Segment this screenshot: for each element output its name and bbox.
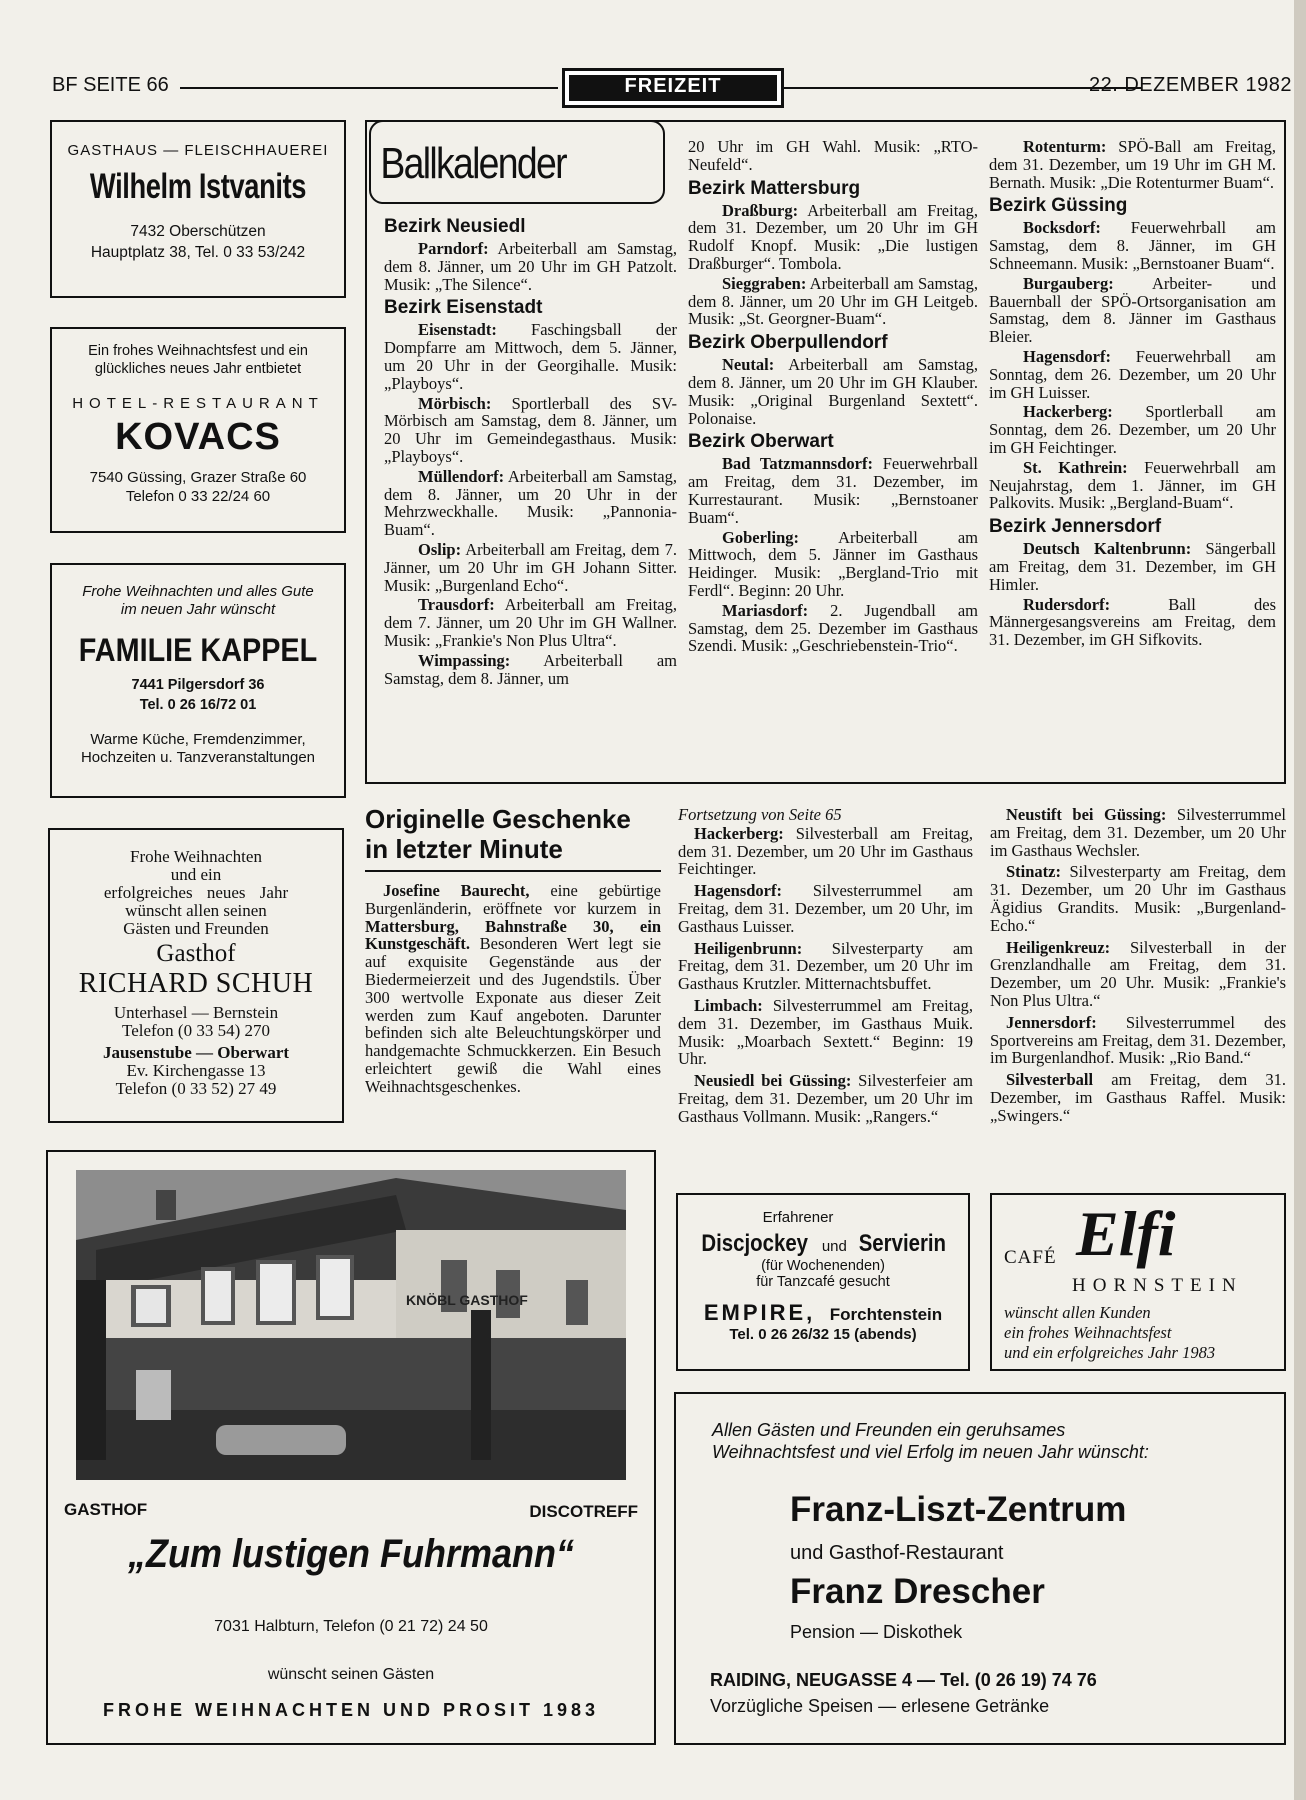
ad-schuh-l3: erfolgreiches neues Jahr (103, 883, 289, 902)
fuhrmann-addr: 7031 Halbturn, Telefon (0 21 72) 24 50 (214, 1618, 488, 1635)
elfi-w2: ein frohes Weihnachtsfest (1004, 1323, 1172, 1342)
ad-kovacs-type: HOTEL-RESTAURANT (72, 395, 324, 412)
ad-kappel (50, 563, 346, 798)
ad-schuh-l4: wünscht allen seinen (125, 901, 267, 920)
entry-hackerberg: Hackerberg: Sportlerball am Sonntag, dem 26. Dezember, um 20 Uhr im GH Feichtinger. (989, 402, 1276, 457)
elfi-cafe: CAFÉ (1004, 1247, 1057, 1268)
ad-kovacs-addr: 7540 Güssing, Grazer Straße 60 (89, 469, 307, 486)
entry-goberling: Goberling: Arbeiterball am Mittwoch, dem 5. Jänner im Gasthaus Heidinger. Musik: „Bergland-Trio mit Ferdl“. Beginn: 20 Uhr. (688, 527, 978, 600)
ad-istvanits-type: GASTHAUS — FLEISCHHAUEREI (67, 142, 329, 159)
entry-deutschkaltenbrunn: Deutsch Kaltenbrunn: Sängerball am Freitag, dem 31. Dezember, im GH Himler. (989, 539, 1276, 594)
ad-kappel-phone: Tel. 0 26 16/72 01 (139, 697, 257, 713)
liszt-name1: Franz-Liszt-Zentrum (790, 1490, 1127, 1529)
ad-kappel-addr: 7441 Pilgersdorf 36 (131, 677, 265, 693)
page-edge (1294, 0, 1306, 1800)
ad-fuhrmann (46, 1150, 656, 1745)
silvester-col-2 (990, 806, 1286, 1129)
entry-wimpassing-cont: 20 Uhr im GH Wahl. Musik: „RTO-Neufeld“. (688, 137, 978, 174)
geschenke-rule (365, 870, 661, 872)
entry-muellendorf: Müllendorf: Arbeiterball am Samstag, dem 8. Jänner, um 20 Uhr in der Mehrzweckhalle. Musik: „Pannonia-Buam“. (384, 466, 677, 540)
issue-date: 22. DEZEMBER 1982 (1088, 74, 1292, 96)
fuhrmann-right-label: DISCOTREFF (529, 1502, 638, 1521)
ad-istvanits (50, 120, 346, 298)
heading-jennersdorf: Bezirk Jennersdorf (989, 516, 1162, 538)
ad-kovacs-greeting2: glückliches neues Jahr entbietet (94, 361, 302, 377)
ad-kovacs-greeting1: Ein frohes Weihnachtsfest und ein (88, 343, 308, 359)
ad-istvanits-name: Wilhelm Istvanits (89, 167, 307, 206)
heading-oberpullendorf: Bezirk Oberpullendorf (688, 332, 888, 354)
fuhrmann-photo (76, 1170, 626, 1480)
entry-parndorf: Parndorf: Arbeiterball am Samstag, dem 8. Jänner, um 20 Uhr im GH Patzolt. Musik: „The Silence“. (384, 239, 677, 294)
entry-hagensdorf: Hagensdorf: Feuerwehrball am Sonntag, dem 26. Dezember, um 20 Uhr im GH Luisser. (989, 346, 1277, 402)
empire-l1: Erfahrener (762, 1209, 834, 1226)
ad-schuh-name: RICHARD SCHUH (78, 968, 314, 999)
entry-rotenturm: Rotenturm: SPÖ-Ball am Freitag, dem 31. Dezember, um 19 Uhr im GH M. Bernath. Musik: „Die Rotenturmer Buam“. (989, 137, 1277, 192)
ad-schuh-phone2: Telefon (0 33 52) 27 49 (115, 1079, 277, 1098)
silv-neusiedl-guessing: Neusiedl bei Güssing: Silvesterfeier am Freitag, dem 31. Dezember, um 20 Uhr im Gasthaus Vollmann. Musik: „Rangers.“ (678, 1071, 974, 1126)
entry-badtatzmannsdorf: Bad Tatzmannsdorf: Feuerwehrball am Freitag, dem 31. Dezember, im Kurrestaurant. Musik: „Bernstoaner Buam“. (688, 454, 978, 527)
ball-col-2 (688, 138, 978, 657)
empire-title1: Discjockey (701, 1230, 808, 1257)
entry-wimpassing: Wimpassing: Arbeiterball am Samstag, dem 8. Jänner, um (384, 650, 677, 688)
entry-stkathrein: St. Kathrein: Feuerwehrball am Neujahrstag, dem 1. Jänner, im GH Palkovits. Musik: „Bergland-Buam“. (989, 457, 1277, 513)
photo-sign: KNÖBL GASTHOF (406, 1292, 528, 1308)
ad-kovacs-phone: Telefon 0 33 22/24 60 (125, 488, 271, 505)
heading-guessing: Bezirk Güssing (989, 195, 1128, 217)
heading-eisenstadt: Bezirk Eisenstadt (384, 297, 543, 319)
empire-name: EMPIRE, (703, 1300, 816, 1325)
entry-eisenstadt: Eisenstadt: Faschingsball der Dompfarre am Mittwoch, dem 5. Jänner, um 20 Uhr in der Georgihalle. Musik: „Playboys“. (384, 320, 677, 393)
silv-stinatz: Stinatz: Silvesterparty am Freitag, dem 31. Dezember, um 20 Uhr im Gasthaus Ägidius Grandits. Musik: „Burgenland-Echo.“ (990, 862, 1286, 935)
entry-mariasdorf: Mariasdorf: 2. Jugendball am Samstag, dem 25. Dezember im Gasthaus Szendi. Musik: „Geschriebenstein-Trio“. (688, 600, 978, 656)
ad-schuh-l1: Frohe Weihnachten (130, 847, 262, 866)
ad-schuh (48, 828, 344, 1123)
silv-limbach: Limbach: Silvesterrummel am Freitag, dem 31. Dezember, im Gasthaus Muik. Musik: „Moarbach Sextett.“ Beginn: 19 Uhr. (678, 995, 973, 1069)
liszt-addr: RAIDING, NEUGASSE 4 — Tel. (0 26 19) 74 76 (710, 1670, 1097, 1690)
entry-bocksdorf: Bocksdorf: Feuerwehrball am Samstag, dem 8. Jänner, im GH Schneemann. Musik: „Bernstoaner Buam“. (989, 218, 1276, 273)
entry-burgauberg: Burgauberg: Arbeiter- und Bauernball der SPÖ-Ortsorganisation am Samstag, dem 8. Jänner im Gasthaus Bleier. (989, 273, 1277, 347)
page-number: BF SEITE 66 (52, 74, 169, 96)
entry-rudersdorf: Rudersdorf: Ball des Männergesangsvereins am Freitag, dem 31. Dezember, im GH Sifkovits. (989, 594, 1276, 650)
page-header (52, 74, 1292, 104)
entry-sieggraben: Sieggraben: Arbeiterball am Samstag, dem 8. Jänner, um 20 Uhr im GH Leitgeb. Musik: „St. Georgner-Buam“. (688, 273, 978, 329)
ad-kovacs-name: KOVACS (115, 416, 281, 458)
heading-neusiedl: Bezirk Neusiedl (384, 216, 526, 237)
liszt-greeting1: Allen Gästen und Freunden ein geruhsames (712, 1420, 1066, 1440)
empire-title (678, 1230, 968, 1258)
ball-col-1 (384, 212, 677, 689)
article-geschenke (365, 804, 661, 1134)
empire-title2: Servierin (859, 1230, 947, 1257)
heading-oberwart: Bezirk Oberwart (688, 431, 834, 453)
geschenke-body: Josefine Baurecht, eine gebürtige Burgenländerin, eröffnete vor kurzem in Mattersburg, Bahnstraße 30, ein Kunstgeschäft. Besonderen Wert legt sie auf exquisite Gegenstände aus der Biedermeierzeit und des Jugendstils. Über 300 wertvolle Exponate aus dieser Zeit werden zum Kauf angeboten. Darunter befinden sich alte Beleuchtungskörper und handgemachte Schmuckkerzen. Ein Besuch erleichtert gewiß die Wahl eines Weihnachtsgeschenkes. (365, 881, 662, 1096)
ad-schuh-l5: Gästen und Freunden (123, 919, 269, 938)
ad-liszt (674, 1392, 1286, 1745)
ad-istvanits-addr1: 7432 Oberschützen (130, 223, 266, 240)
silv-hagensdorf: Hagensdorf: Silvesterrummel am Freitag, dem 31. Dezember, um 20 Uhr, im Gasthaus Luisser. (678, 881, 973, 936)
ad-istvanits-addr2: Hauptplatz 38, Tel. 0 33 53/242 (90, 244, 306, 261)
ballkalender-title: Ballkalender (377, 140, 569, 188)
ad-empire (676, 1193, 970, 1371)
ad-elfi (990, 1193, 1286, 1371)
ad-schuh-place: Unterhasel — Bernstein (113, 1003, 279, 1022)
empire-phone: Tel. 0 26 26/32 15 (abends) (729, 1326, 917, 1343)
fuhrmann-name: „Zum lustigen Fuhrmann“ (127, 1532, 574, 1576)
section-label: FREIZEIT (569, 75, 777, 101)
ad-kappel-greeting1: Frohe Weihnachten und alles Gute (82, 583, 314, 600)
ad-kappel-note2: Hochzeiten u. Tanzveranstaltungen (80, 749, 316, 766)
ad-schuh-l2: und ein (170, 865, 222, 884)
heading-mattersburg: Bezirk Mattersburg (688, 177, 861, 199)
liszt-sub2: Pension — Diskothek (790, 1622, 963, 1642)
liszt-tag: Vorzügliche Speisen — erlesene Getränke (710, 1696, 1050, 1716)
ad-kovacs (50, 327, 346, 533)
liszt-name2: Franz Drescher (790, 1572, 1045, 1611)
empire-place: Forchtenstein (829, 1305, 943, 1324)
elfi-w1: wünscht allen Kunden (1004, 1303, 1151, 1322)
silv-hackerberg: Hackerberg: Silvesterball am Freitag, dem 31. Dezember, um 20 Uhr im Gasthaus Feichtinger. (678, 823, 973, 879)
silv-neustift: Neustift bei Güssing: Silvesterrummel am Freitag, dem 31. Dezember, um 20 Uhr im Gasthaus Wechsler. (990, 805, 1286, 860)
fuhrmann-slogan: FROHE WEIHNACHTEN UND PROSIT 1983 (102, 1700, 600, 1720)
empire-und: und (821, 1238, 847, 1255)
silv-jennersdorf: Jennersdorf: Silvesterrummel des Sportvereins am Freitag, dem 31. Dezember, im Burgenlandhof. Musik: „Rio Band.“ (990, 1012, 1287, 1068)
header-rule-left (180, 87, 558, 89)
ad-schuh-gasthof: Gasthof (156, 940, 236, 967)
entry-drassburg: Draßburg: Arbeiterball am Freitag, dem 31. Dezember, um 20 Uhr im GH Rudolf Knopf. Musik: „Die lustigen Draßburger“. Tombola. (688, 200, 979, 273)
entry-neutal: Neutal: Arbeiterball am Samstag, dem 8. Jänner, um 20 Uhr im GH Klauber. Musik: „Original Burgenland Sextett“. Polonaise. (688, 355, 978, 428)
silvester-col-1 (678, 806, 973, 1130)
ad-schuh-addr2: Ev. Kirchengasse 13 (126, 1061, 266, 1080)
elfi-place: HORNSTEIN (1072, 1275, 1243, 1296)
silv-heiligenkreuz: Heiligenkreuz: Silvesterball in der Grenzlandhalle am Freitag, dem 31. Dezember, um 20 Uhr. Musik: „Frankie's Non Plus Ultra.“ (990, 937, 1287, 1010)
elfi-name: Elfi (1076, 1198, 1176, 1269)
fortsetzung-note: Fortsetzung von Seite 65 (678, 805, 842, 824)
empire-l3: (für Wochenenden) (761, 1258, 885, 1274)
section-tag (562, 68, 784, 108)
ad-kappel-name: FAMILIE KAPPEL (78, 632, 318, 668)
fuhrmann-left-label: GASTHOF (64, 1500, 148, 1519)
geschenke-title2: in letzter Minute (365, 834, 563, 864)
ad-kappel-note1: Warme Küche, Fremdenzimmer, (90, 731, 306, 748)
silv-silvesterball: Silvesterball am Freitag, dem 31. Dezember, im Gasthaus Raffel. Musik: „Swingers.“ (990, 1070, 1286, 1125)
fuhrmann-wish: wünscht seinen Gästen (267, 1666, 435, 1683)
entry-moerbisch: Mörbisch: Sportlerball des SV-Mörbisch am Samstag, dem 8. Jänner, um 20 Uhr im Gemeindegasthaus. Musik: „Playboys“. (384, 393, 677, 466)
liszt-greeting2: Weihnachtsfest und viel Erfolg im neuen Jahr wünscht: (712, 1442, 1149, 1462)
liszt-sub1: und Gasthof-Restaurant (790, 1542, 1004, 1564)
entry-oslip: Oslip: Arbeiterball am Freitag, dem 7. Jänner, um 20 Uhr im GH Johann Sitter. Musik: „Burgenland Echo“. (384, 539, 678, 595)
geschenke-title1: Originelle Geschenke (365, 804, 631, 834)
ad-schuh-jause: Jausenstube — Oberwart (102, 1043, 290, 1062)
empire-l4: für Tanzcafé gesucht (756, 1274, 890, 1290)
entry-trausdorf: Trausdorf: Arbeiterball am Freitag, dem 7. Jänner, um 20 Uhr im GH Wallner. Musik: „Frankie's Non Plus Ultra“. (384, 595, 678, 650)
elfi-w3: und ein erfolgreiches Jahr 1983 (1004, 1343, 1216, 1362)
empire-name-line (678, 1300, 968, 1326)
ball-col-3 (989, 138, 1276, 651)
ad-kappel-greeting2: im neuen Jahr wünscht (120, 601, 276, 618)
ballkalender (365, 120, 1286, 784)
ad-schuh-phone1: Telefon (0 33 54) 270 (122, 1021, 270, 1040)
silv-heiligenbrunn: Heiligenbrunn: Silvesterparty am Freitag, dem 31. Dezember, um 20 Uhr im Gasthaus Krutzler. Mitternachtsbuffet. (678, 938, 973, 994)
